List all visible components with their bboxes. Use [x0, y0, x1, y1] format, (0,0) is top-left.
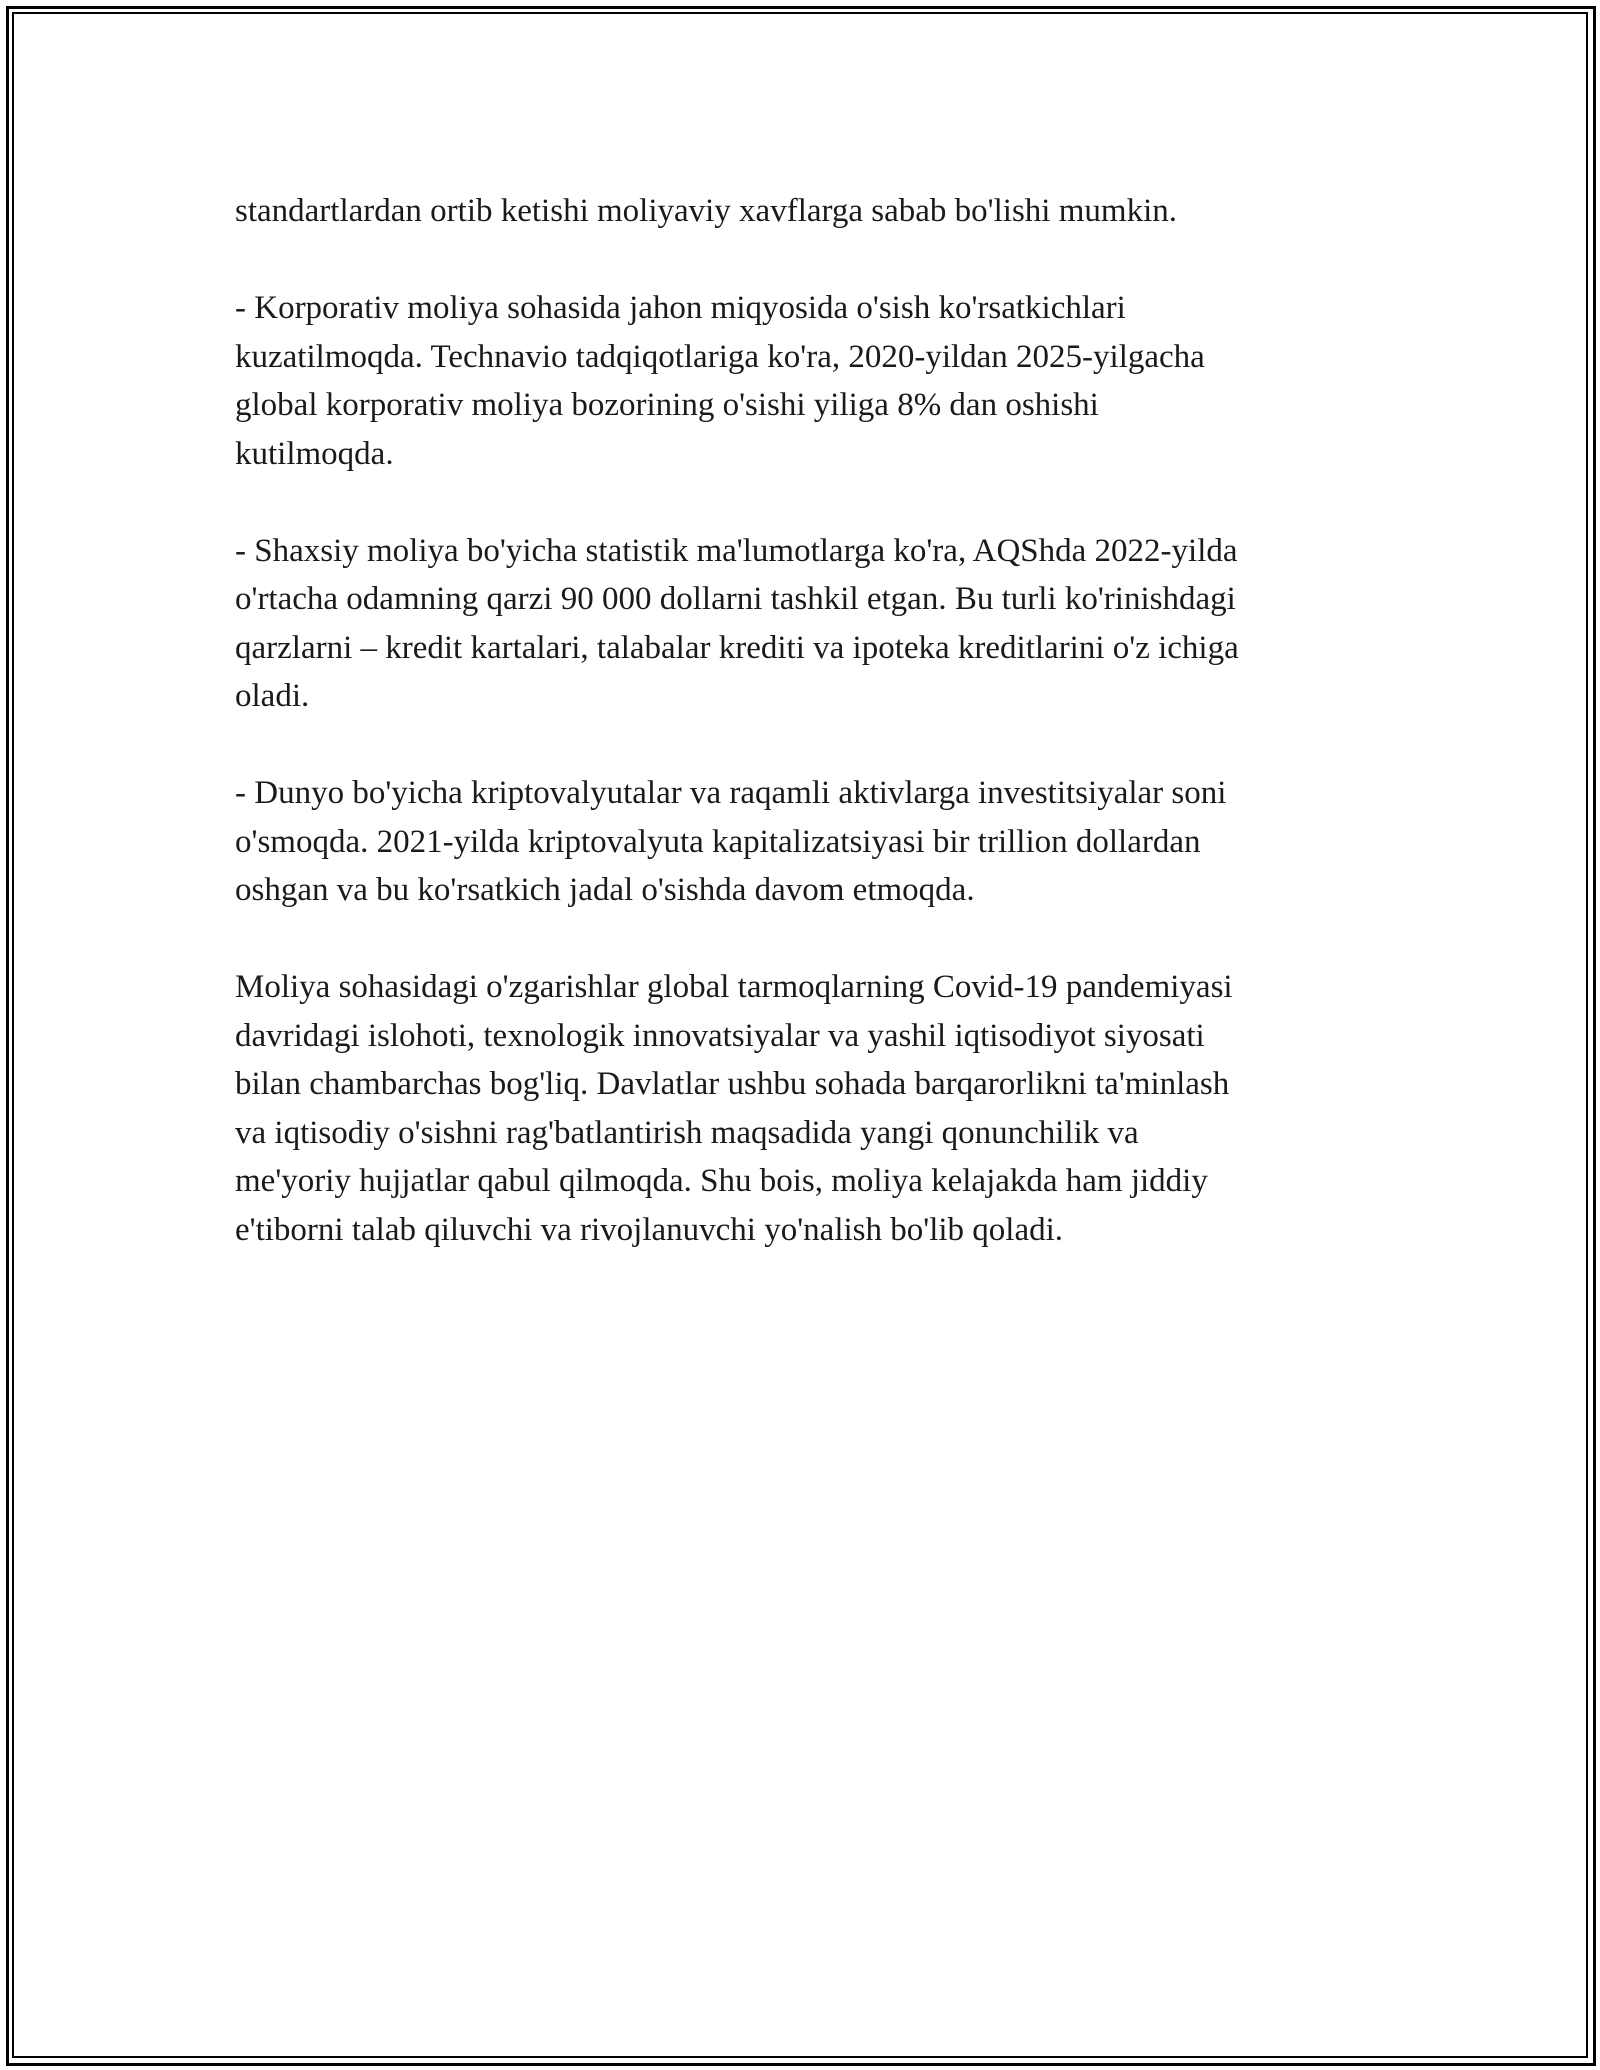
document-body [235, 187, 1365, 1303]
paragraph-crypto: - Dunyo bo'yicha kriptovalyutalar va raqamli aktivlarga investitsiyalar soni o'smoqda. 2021-yilda kriptovalyuta kapitalizatsiyasi bir trillion dollardan oshgan va bu ko'rsatkich jadal o'sishda davom etmoqda. [235, 775, 1227, 908]
paragraph-continuation: standartlardan ortib ketishi moliyaviy xavflarga sabab bo'lishi mumkin. [235, 193, 1177, 229]
paragraph-conclusion: Moliya sohasidagi o'zgarishlar global tarmoqlarning Covid-19 pandemiyasi davridagi islohoti, texnologik innovatsiyalar va yashil iqtisodiyot siyosati bilan chambarchas bog'liq. Davlatlar ushbu sohada barqarorlikni ta'minlash va iqtisodiy o'sishni rag'batlantirish maqsadida yangi qonunchilik va me'yoriy hujjatlar qabul qilmoqda. Shu bois, moliya kelajakda ham jiddiy e'tiborni talab qiluvchi va rivojlanuvchi yo'nalish bo'lib qoladi. [235, 969, 1233, 1248]
paragraph-personal-finance: - Shaxsiy moliya bo'yicha statistik ma'lumotlarga ko'ra, AQShda 2022-yilda o'rtacha odamning qarzi 90 000 dollarni tashkil etgan. Bu turli ko'rinishdagi qarzlarni – kredit kartalari, talabalar krediti va ipoteka kreditlarini o'z ichiga oladi. [235, 532, 1239, 714]
paragraph-corporate-finance: - Korporativ moliya sohasida jahon miqyosida o'sish ko'rsatkichlari kuzatilmoqda. Technavio tadqiqotlariga ko'ra, 2020-yildan 2025-yilgacha global korporativ moliya bozorining o'sishi yiliga 8% dan oshishi kutilmoqda. [235, 290, 1205, 472]
